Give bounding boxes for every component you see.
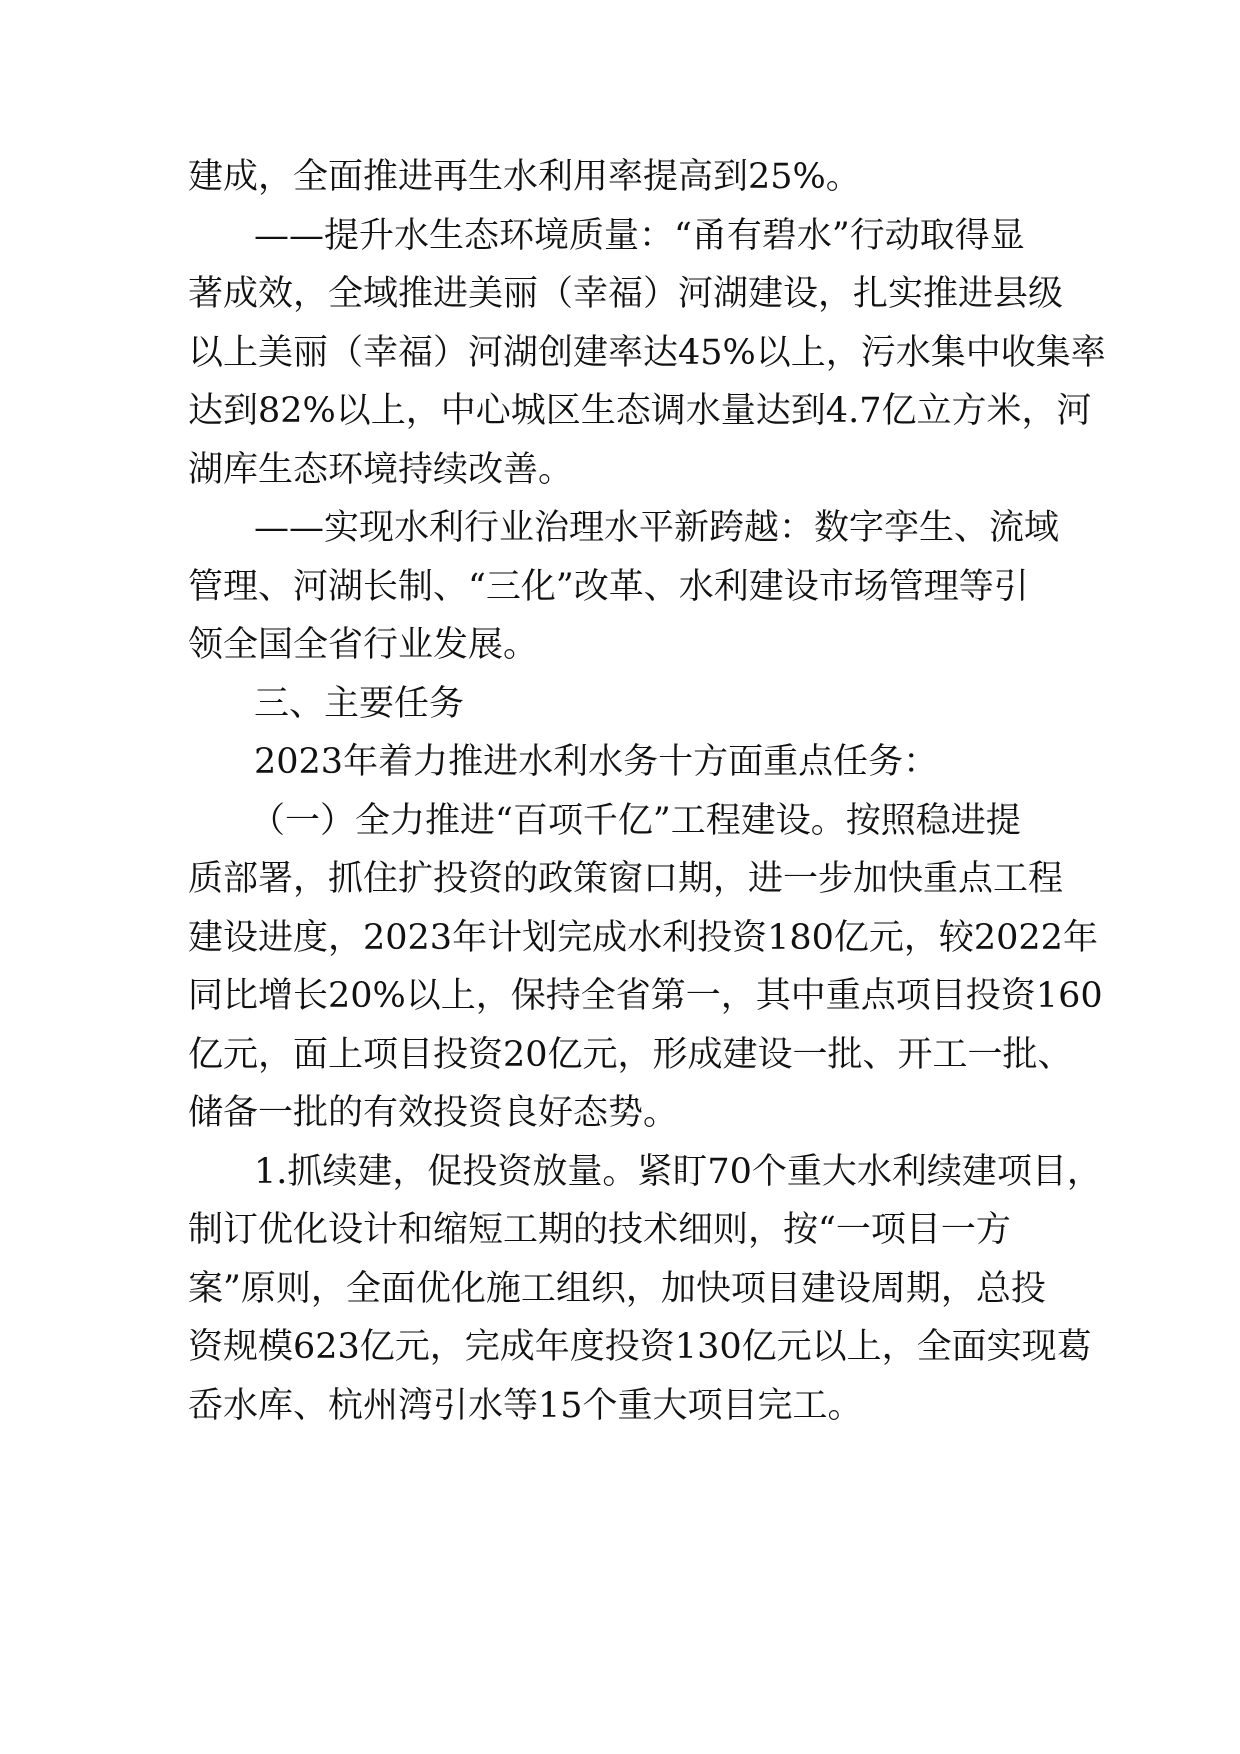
text-line-19: 制订优化设计和缩短工期的技术细则，按“一项目一方: [188, 1210, 1011, 1250]
text-line-3: 著成效，全域推进美丽（幸福）河湖建设，扎实推进县级: [188, 274, 1064, 314]
text-line-22: 岙水库、杭州湾引水等15个重大项目完工。: [188, 1386, 863, 1426]
text-line-9: 领全国全省行业发展。: [188, 625, 539, 665]
text-line-11: 2023年着力推进水利水务十方面重点任务：: [254, 742, 939, 782]
text-line-4: 以上美丽（幸福）河湖创建率达45%以上，污水集中收集率: [188, 333, 1106, 373]
section-heading: 三、主要任务: [254, 684, 465, 724]
text-line-13: 质部署，抓住扩投资的政策窗口期，进一步加快重点工程: [188, 859, 1064, 899]
text-line-15: 同比增长20%以上，保持全省第一，其中重点项目投资160: [188, 976, 1103, 1016]
text-line-16: 亿元，面上项目投资20亿元，形成建设一批、开工一批、: [188, 1035, 1073, 1075]
text-line-7: ——实现水利行业治理水平新跨越：数字孪生、流域: [254, 508, 1060, 548]
text-line-21: 资规模623亿元，完成年度投资130亿元以上，全面实现葛: [188, 1327, 1092, 1367]
text-line-20: 案”原则，全面优化施工组织，加快项目建设周期，总投: [188, 1269, 1046, 1309]
text-line-14: 建设进度，2023年计划完成水利投资180亿元，较2022年: [188, 918, 1098, 958]
text-line-8: 管理、河湖长制、“三化”改革、水利建设市场管理等引: [188, 567, 1029, 607]
text-line-17: 储备一批的有效投资良好态势。: [188, 1093, 679, 1133]
subsection-heading: （一）全力推进“百项千亿”工程建设。按照稳进提: [250, 801, 1021, 841]
text-line-1: 建成，全面推进再生水利用率提高到25%。: [188, 157, 861, 197]
list-item-1: 1.抓续建，促投资放量。紧盯70个重大水利续建项目，: [254, 1152, 1102, 1192]
text-line-5: 达到82%以上，中心城区生态调水量达到4.7亿立方米，河: [188, 391, 1092, 431]
text-line-2: ——提升水生态环境质量：“甬有碧水”行动取得显: [254, 216, 1025, 256]
text-line-6: 湖库生态环境持续改善。: [188, 450, 574, 490]
